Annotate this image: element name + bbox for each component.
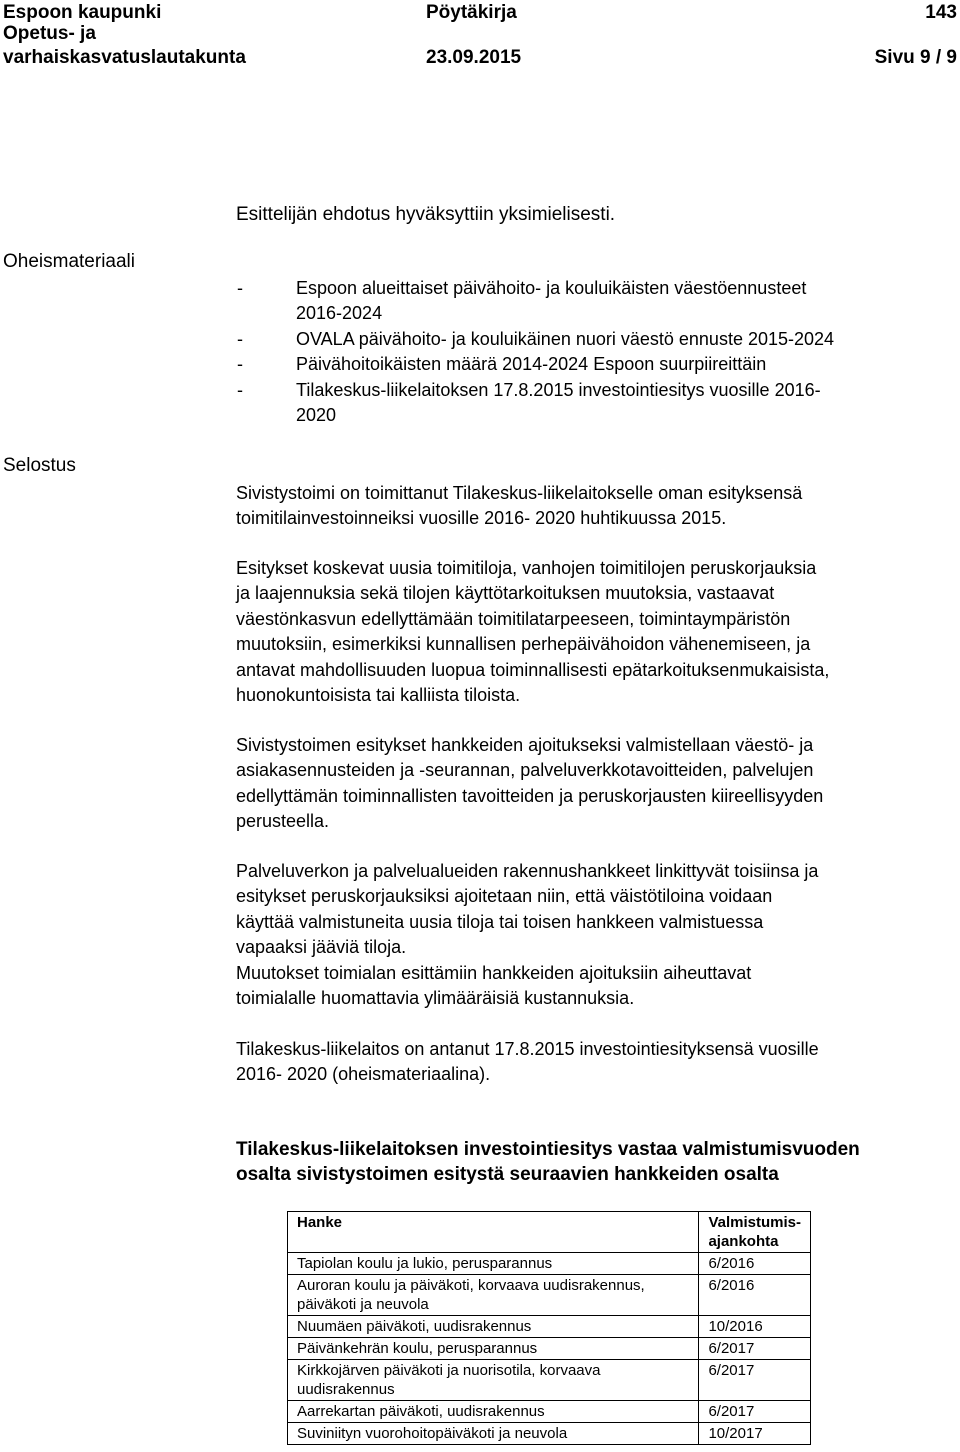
project-cell: Tapiolan koulu ja lukio, perusparannus <box>288 1253 699 1275</box>
statement-paragraph-1 <box>236 481 802 532</box>
paragraph-line: ja laajennuksia sekä tilojen käyttötarkoituksen muutoksia, vastaavat <box>236 583 775 604</box>
attachment-item-text: Tilakeskus-liikelaitoksen 17.8.2015 investointiesitys vuosille 2016- <box>296 380 821 400</box>
project-cell: Nuumäen päiväkoti, uudisrakennus <box>288 1316 699 1338</box>
projects-table <box>287 1211 811 1445</box>
completion-cell: 6/2016 <box>699 1253 811 1275</box>
project-cell: Päivänkehrän koulu, perusparannus <box>288 1338 699 1360</box>
paragraph-line: Sivistystoimi on toimittanut Tilakeskus-liikelaitokselle oman esityksensä <box>236 483 803 503</box>
header-organization: Espoon kaupunki <box>3 2 162 23</box>
table-heading-line1: Tilakeskus-liikelaitoksen investointiesitys vastaa valmistumisvuoden <box>236 1139 860 1160</box>
attachment-item-text: OVALA päivähoito- ja kouluikäinen nuori väestö ennuste 2015-2024 <box>296 329 835 349</box>
table-row <box>288 1401 811 1423</box>
paragraph-line: väestönkasvun edellyttämään toimitilatarpeeseen, toimintaympäristön <box>236 608 791 629</box>
paragraph-line: toimialalle huomattavia ylimääräisiä kustannuksia. <box>236 988 635 1009</box>
attachment-item-text: 2016-2024 <box>296 303 383 323</box>
column-header-label: ajankohta <box>708 1233 779 1250</box>
completion-cell: 6/2017 <box>699 1360 811 1401</box>
table-row <box>288 1360 811 1401</box>
table-heading-line2: osalta sivistystoimen esitystä seuraavien hankkeiden osalta <box>236 1164 779 1185</box>
table-row <box>288 1338 811 1360</box>
list-dash: - <box>237 329 243 349</box>
column-header-label: Valmistumis- <box>708 1214 801 1231</box>
table-header-row <box>288 1212 811 1253</box>
paragraph-line: asiakasennusteiden ja -seurannan, palveluverkkotavoitteiden, palvelujen <box>236 760 814 781</box>
completion-cell: 6/2017 <box>699 1338 811 1360</box>
paragraph-line: perusteella. <box>236 811 330 832</box>
paragraph-line: käyttää valmistuneita uusia tiloja tai toisen hankkeen valmistuessa <box>236 911 764 932</box>
header-board-line2: varhaiskasvatuslautakunta <box>3 47 246 68</box>
attachment-item-text: 2020 <box>296 405 337 425</box>
paragraph-line: edellyttämän toiminnallisten tavoitteiden ja peruskorjausten kiireellisyyden <box>236 785 824 806</box>
attachment-item-text: Päivähoitoikäisten määrä 2014-2024 Espoon suurpiireittäin <box>296 354 767 374</box>
paragraph-line: muutoksiin, esimerkiksi kunnallisen perhepäivähoidon vähenemiseen, ja <box>236 634 811 655</box>
completion-cell: 10/2017 <box>699 1423 811 1445</box>
header-date: 23.09.2015 <box>426 47 522 68</box>
completion-cell: 6/2017 <box>699 1401 811 1423</box>
statement-paragraph-2 <box>236 556 829 708</box>
paragraph-line: Sivistystoimen esitykset hankkeiden ajoitukseksi valmistellaan väestö- ja <box>236 735 814 755</box>
table-row <box>288 1316 811 1338</box>
attachment-item-text: Espoon alueittaiset päivähoito- ja kouluikäisten väestöennusteet <box>296 278 807 298</box>
paragraph-line: Esitykset koskevat uusia toimitiloja, vanhojen toimitilojen peruskorjauksia <box>236 558 817 578</box>
column-header-project <box>288 1212 699 1253</box>
project-cell: Aarrekartan päiväkoti, uudisrakennus <box>288 1401 699 1423</box>
statement-paragraph-5 <box>236 1037 819 1088</box>
column-header-label: Hanke <box>297 1214 343 1231</box>
paragraph-line: esitykset peruskorjauksiksi ajoitetaan niin, että väistötiloina voidaan <box>236 886 773 907</box>
header-document-type: Pöytäkirja <box>426 2 517 23</box>
project-cell: Kirkkojärven päiväkoti ja nuorisotila, korvaava uudisrakennus <box>288 1360 699 1401</box>
project-cell: Suviniityn vuorohoitopäiväkoti ja neuvola <box>288 1423 699 1445</box>
table-row <box>288 1423 811 1445</box>
table-row <box>288 1275 811 1316</box>
paragraph-line: vapaaksi jääviä tiloja. <box>236 937 407 958</box>
list-dash: - <box>237 278 243 298</box>
paragraph-line: Palveluverkon ja palvelualueiden rakennushankkeet linkittyvät toisiinsa ja <box>236 861 819 881</box>
column-header-completion <box>699 1212 811 1253</box>
paragraph-line: toimitilainvestoinneiksi vuosille 2016- 2020 huhtikuussa 2015. <box>236 508 727 529</box>
header-section-number: 143 <box>925 2 957 23</box>
table-row <box>288 1253 811 1275</box>
attachments-label: Oheismateriaali <box>3 251 135 272</box>
header-page-number: Sivu 9 / 9 <box>874 47 957 68</box>
decision-text: Esittelijän ehdotus hyväksyttiin yksimielisesti. <box>236 204 616 225</box>
paragraph-line: 2016- 2020 (oheismateriaalina). <box>236 1064 491 1085</box>
list-dash: - <box>237 380 243 400</box>
paragraph-line: huonokuntoisista tai kalliista tiloista. <box>236 685 521 706</box>
completion-cell: 10/2016 <box>699 1316 811 1338</box>
list-dash: - <box>237 354 243 374</box>
paragraph-line: antavat mahdollisuuden luopua toiminnallisesti epätarkoituksenmukaisista, <box>236 659 830 680</box>
project-cell: Auroran koulu ja päiväkoti, korvaava uudisrakennus, päiväkoti ja neuvola <box>288 1275 699 1316</box>
paragraph-line: Tilakeskus-liikelaitos on antanut 17.8.2015 investointiesityksensä vuosille <box>236 1039 819 1059</box>
paragraph-line: Muutokset toimialan esittämiin hankkeiden ajoituksiin aiheuttavat <box>236 962 752 983</box>
statement-paragraph-4 <box>236 859 818 1011</box>
statement-paragraph-3 <box>236 733 823 835</box>
completion-cell: 6/2016 <box>699 1275 811 1316</box>
statement-label: Selostus <box>3 455 76 476</box>
header-board-line1: Opetus- ja <box>3 23 96 44</box>
